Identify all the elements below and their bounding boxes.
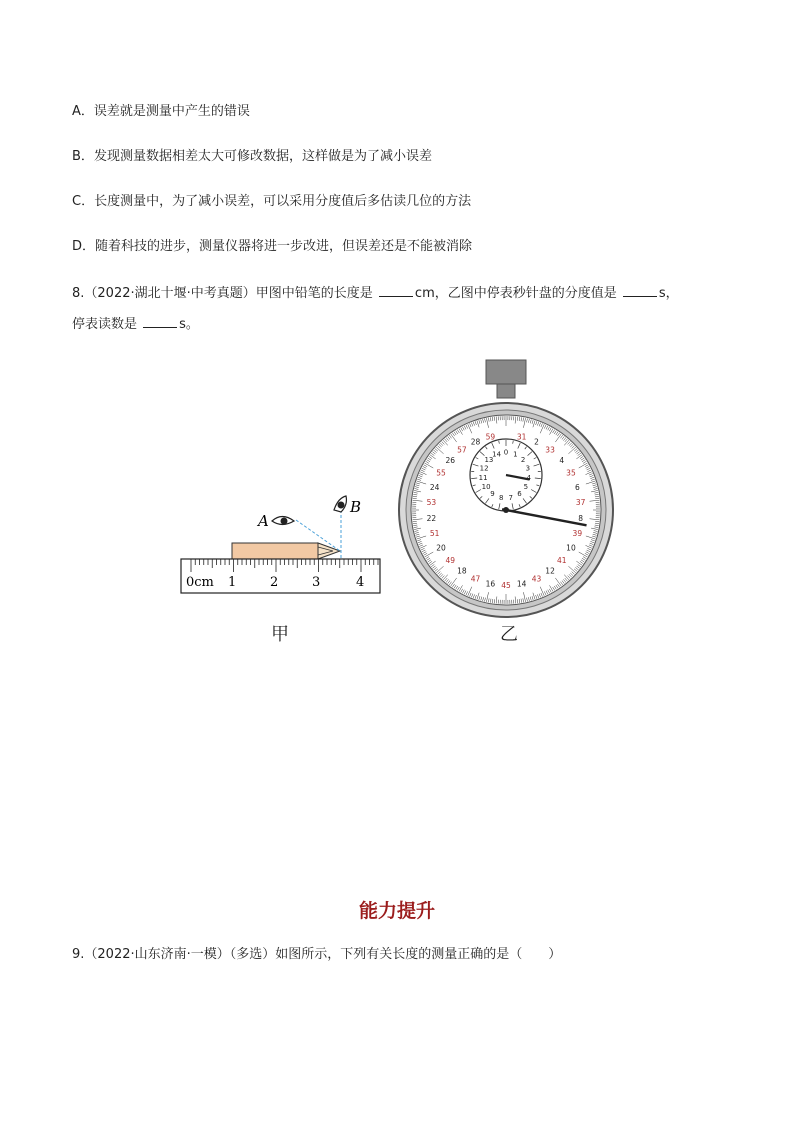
outer-number-label: 22 [426,513,437,523]
option-b: B．发现测量数据相差太大可修改数据，这样做是为了减小误差 [72,149,432,164]
outer-number-label: 2 [534,437,539,447]
inner-number-label: 10 [481,483,491,491]
pencil-body [232,543,318,559]
answer-blank-1[interactable] [379,284,413,297]
outer-number-label: 26 [445,455,456,465]
eye-b-icon [334,496,346,512]
question-8-line2: 停表读数是 s。 [72,317,199,332]
outer-number-label: 53 [426,498,437,508]
outer-number-label: 47 [470,574,481,584]
outer-number-label: 45 [501,581,511,590]
inner-number-label: 14 [492,450,502,459]
outer-number-label: 14 [516,579,527,589]
answer-blank-2[interactable] [623,284,657,297]
option-c: C．长度测量中，为了减小误差，可以采用分度值后多估读几位的方法 [72,194,472,209]
outer-number-label: 39 [572,529,583,539]
option-a: A．误差就是测量中产生的错误 [72,104,250,119]
stopwatch-caption: 乙 [500,624,518,645]
outer-number-label: 24 [429,482,440,492]
ruler-tick-label-2: 2 [270,575,279,590]
question-source: （2022·山东济南·一模） [84,947,230,962]
inner-number-label: 2 [520,456,526,465]
outer-number-label: 20 [436,543,446,553]
outer-number-label: 41 [556,556,567,566]
inner-number-label: 8 [498,493,504,502]
question-8-line1: 8.（2022·湖北十堰·中考真题）甲图中铅笔的长度是 cm，乙图中停表秒针盘的分度值是 s， [72,286,679,301]
outer-number-label: 12 [545,566,555,576]
outer-number-label: 4 [559,455,565,465]
section-title: 能力提升 [358,900,435,922]
ruler-tick-label-1: 1 [228,575,237,590]
question-number: 8. [72,286,85,301]
inner-number-label: 12 [479,464,489,473]
question-source: （2022·湖北十堰·中考真题） [84,286,256,301]
pencil-tip [318,543,340,559]
outer-number-label: 18 [457,566,467,576]
outer-number-label: 35 [566,468,576,478]
outer-number-label: 10 [566,543,576,553]
stopwatch-crown [486,360,526,384]
inner-number-label: 7 [508,493,514,502]
inner-number-label: 1 [513,450,518,459]
outer-number-label: 55 [436,468,446,478]
inner-number-label: 9 [490,490,495,499]
outer-number-label: 51 [429,529,440,539]
inner-number-label: 13 [484,456,494,465]
stopwatch-figure [397,358,627,618]
outer-number-label: 43 [531,574,542,584]
inner-number-label: 3 [525,464,531,473]
inner-number-label: 11 [478,473,488,482]
option-d: D．随着科技的进步，测量仪器将进一步改进，但误差还是不能被消除 [72,239,473,254]
question-9: 9.（2022·山东济南·一模）（多选）如图所示，下列有关长度的测量正确的是（ ） [72,947,562,962]
ruler-figure [178,490,398,600]
inner-number-label: 5 [523,483,529,491]
outer-number-label: 37 [575,498,586,508]
stopwatch-stem [497,384,515,398]
eye-a-icon [272,517,294,525]
center-pin [503,507,509,513]
ruler-tick-label-4: 4 [356,575,365,590]
outer-number-label: 6 [574,482,580,492]
outer-number-label: 33 [545,445,555,455]
ruler-tick-label-3: 3 [312,575,321,590]
ruler-caption: 甲 [271,624,289,645]
outer-number-label: 8 [578,513,583,523]
ruler-unit-label: 0cm [186,575,214,590]
inner-number-label: 0 [503,448,509,457]
inner-number-label: 6 [517,490,522,499]
outer-number-label: 16 [485,579,496,589]
answer-blank-3[interactable] [143,315,177,328]
outer-number-label: 28 [470,437,481,447]
eye-a-label: A [258,512,269,530]
question-number: 9. [72,947,85,962]
outer-number-label: 31 [516,432,527,442]
eye-b-label: B [350,498,362,516]
outer-number-label: 59 [485,432,496,442]
outer-number-label: 57 [457,445,467,455]
outer-number-label: 49 [445,556,456,566]
inner-number-label: 4 [526,473,532,482]
